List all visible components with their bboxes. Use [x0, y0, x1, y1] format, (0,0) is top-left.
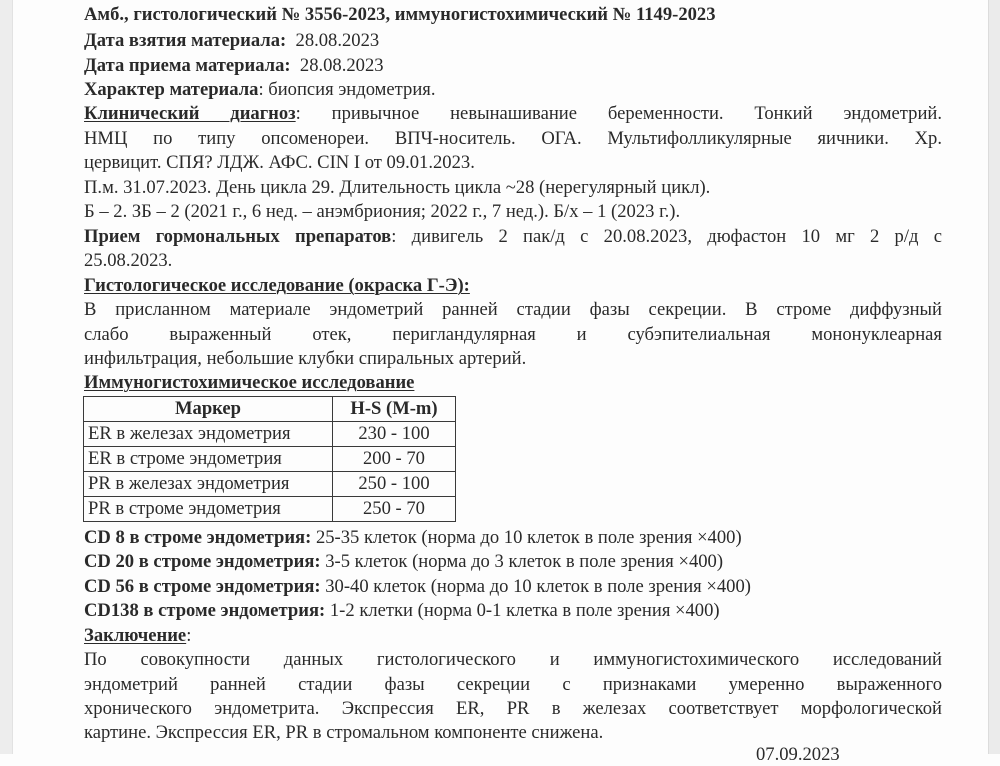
table-header-row	[84, 397, 456, 422]
cd138-row	[84, 600, 720, 622]
ihc-table	[83, 396, 456, 522]
conclusion-line-3: хронического эндометрита. Экспрессия ER, PR в железах соответствует морфологической	[84, 698, 942, 719]
clinical-diagnosis-line-1: Клинический диагноз: привычное невынашивание беременности. Тонкий эндометрий.	[84, 103, 942, 124]
column-header-hs: H-S (M-m)	[333, 397, 456, 422]
table-row	[84, 422, 456, 447]
cd8-row	[84, 527, 742, 549]
cd20-value: 3-5 клеток (норма до 3 клеток в поле зрения ×400)	[320, 551, 724, 572]
conclusion-heading: Заключение:	[84, 625, 192, 646]
value-cell: 250 - 70	[333, 497, 456, 522]
conclusion-line-1: По совокупности данных гистологического и иммуногистохимического исследований	[84, 649, 942, 670]
date-taken-row	[84, 30, 379, 52]
histology-line-2: слабо выраженный отек, перигландулярная и субэпителиальная мононуклеарная	[84, 324, 942, 345]
conclusion-label: Заключение	[84, 625, 187, 646]
table-row	[84, 472, 456, 497]
table-row	[84, 497, 456, 522]
cd20-row	[84, 551, 723, 573]
cd56-label: CD 56 в строме эндометрия:	[84, 576, 321, 597]
cd138-label: CD138 в строме эндометрия:	[84, 600, 326, 621]
column-header-marker: Маркер	[84, 397, 333, 422]
pregnancy-history: Б – 2. ЗБ – 2 (2021 г., 6 нед. – анэмбриония; 2022 г., 7 нед.). Б/х – 1 (2023 г.).	[84, 201, 681, 222]
material-label: Характер материала	[84, 79, 259, 100]
histology-line-3: инфильтрация, небольшие клубки спиральных артерий.	[84, 348, 527, 369]
conclusion-line-2: эндометрий ранней стадии фазы секреции с признаками умеренно выраженного	[84, 674, 942, 695]
hormones-line-1: Прием гормональных препаратов: дивигель 2 пак/д с 20.08.2023, дюфастон 10 мг 2 р/д с	[84, 226, 942, 247]
report-numbers: Амб., гистологический № 3556-2023, иммуногистохимический № 1149-2023	[84, 4, 716, 25]
cd56-row	[84, 576, 751, 598]
cycle-info: П.м. 31.07.2023. День цикла 29. Длительность цикла ~28 (нерегулярный цикл).	[84, 177, 711, 198]
signature-date: 07.09.2023	[756, 744, 840, 765]
hormones-line-2: 25.08.2023.	[84, 250, 173, 271]
clinical-diagnosis-line-3: цервицит. СПЯ? ЛДЖ. АФС. CIN I от 09.01.2023.	[84, 152, 475, 173]
conclusion-line-4: картине. Экспрессия ER, PR в стромальном компоненте снижена.	[84, 722, 604, 743]
value-cell: 200 - 70	[333, 447, 456, 472]
marker-cell: PR в железах эндометрия	[84, 472, 333, 497]
ihc-title: Иммуногистохимическое исследование	[84, 372, 415, 393]
clinical-diagnosis-label: Клинический диагноз	[84, 103, 296, 124]
date-received-row	[84, 55, 384, 77]
cd8-value: 25-35 клеток (норма до 10 клеток в поле зрения ×400)	[311, 527, 742, 548]
material-value: : биопсия эндометрия.	[258, 79, 436, 100]
cd8-label: CD 8 в строме эндометрия:	[84, 527, 312, 548]
date-taken-label: Дата взятия материала:	[84, 30, 287, 51]
histology-title: Гистологическое исследование (окраска Г-Э):	[84, 275, 470, 296]
cd138-value: 1-2 клетки (норма 0-1 клетка в поле зрения ×400)	[325, 600, 720, 621]
marker-cell: PR в строме эндометрия	[84, 497, 333, 522]
marker-cell: ER в строме эндометрия	[84, 447, 333, 472]
viewer-left-edge	[0, 0, 13, 754]
hormones-label: Прием гормональных препаратов	[84, 226, 392, 247]
clinical-diagnosis-line-2: НМЦ по типу опсоменореи. ВПЧ-носитель. ОГА. Мультифолликулярные яичники. Хр.	[84, 128, 942, 149]
date-received-label: Дата приема материала:	[84, 55, 291, 76]
marker-cell: ER в железах эндометрия	[84, 422, 333, 447]
viewer-scrollbar[interactable]	[988, 0, 1000, 754]
cd56-value: 30-40 клеток (норма до 10 клеток в поле зрения ×400)	[320, 576, 751, 597]
date-received-value: 28.08.2023	[299, 55, 384, 76]
date-taken-value: 28.08.2023	[295, 30, 380, 51]
histology-line-1: В присланном материале эндометрий ранней стадии фазы секреции. В строме диффузный	[84, 299, 942, 320]
value-cell: 230 - 100	[333, 422, 456, 447]
material-row	[84, 79, 435, 101]
cd20-label: CD 20 в строме эндометрия:	[84, 551, 321, 572]
table-row	[84, 447, 456, 472]
value-cell: 250 - 100	[333, 472, 456, 497]
